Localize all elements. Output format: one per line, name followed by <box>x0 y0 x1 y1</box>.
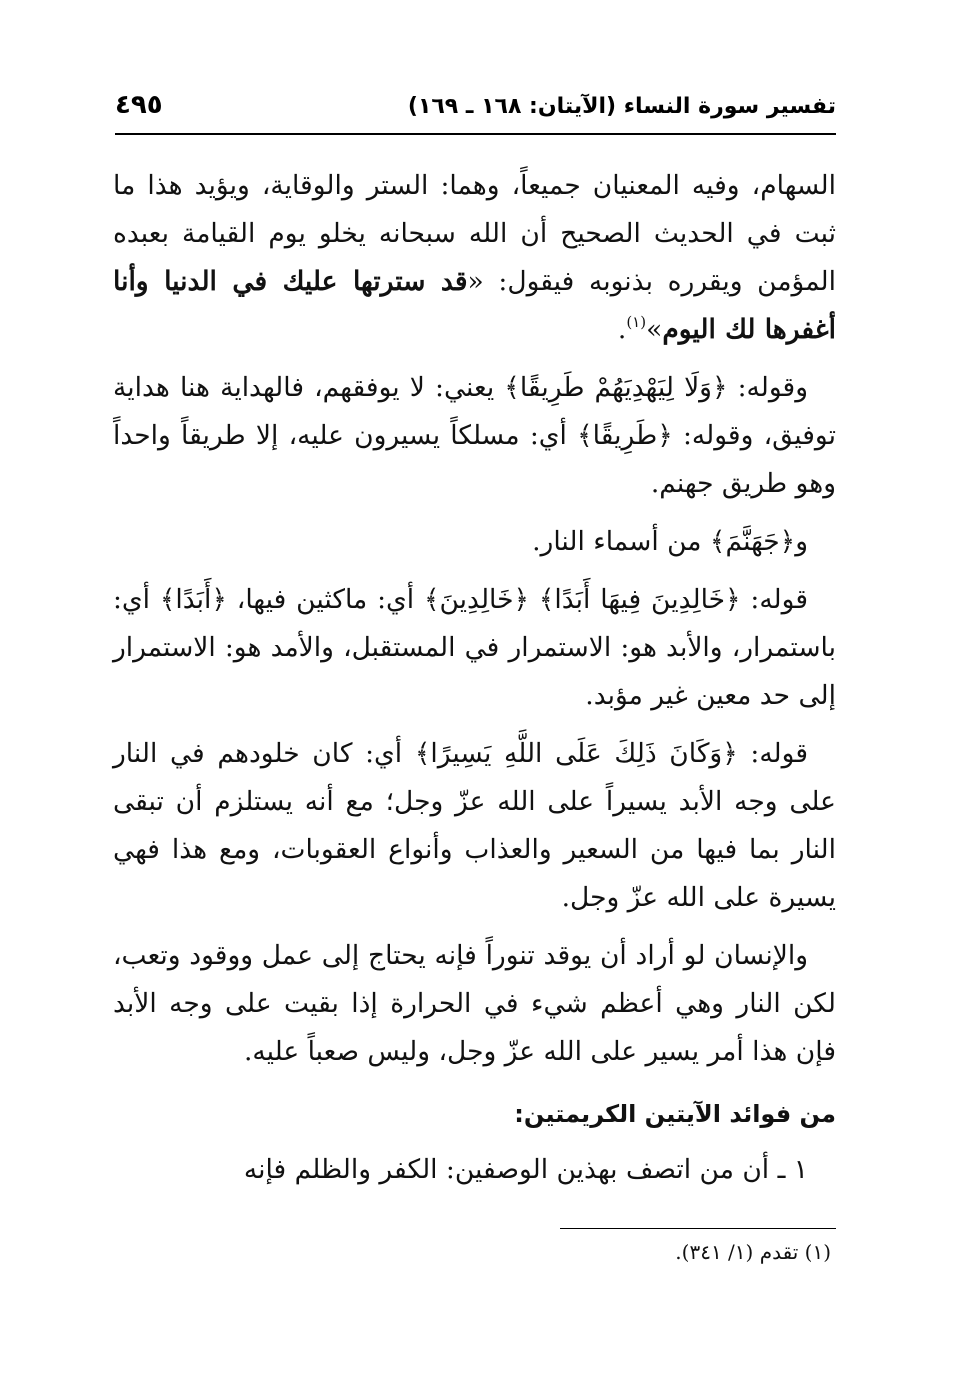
paragraph-2 <box>113 364 836 508</box>
quote-close: » <box>646 314 663 345</box>
running-title: تفسير سورة النساء (الآيتان: ١٦٨ ـ ١٦٩) <box>407 94 836 119</box>
paragraph-5-text: قوله: ﴿وَكَانَ ذَلِكَ عَلَى اللَّهِ يَسِيرًا﴾ أي: كان خلودهم في النار على وجه الأبد يسيراً على الله عزّ وجل؛ مع أنه يستلزم أن تبقى النار بما فيها من السعير والعذاب وأنواع العقوبات، ومع هذا فهي يسيرة على الله عزّ وجل. <box>113 738 836 913</box>
footnote: (١) تقدم (١/ ٣٤١). <box>675 1240 831 1264</box>
paragraph-7 <box>113 1146 836 1194</box>
paragraph-4 <box>113 576 836 720</box>
page-number: ٤٩٥ <box>115 90 163 120</box>
footnote-divider <box>560 1228 836 1229</box>
paragraph-1-end: . <box>617 314 627 345</box>
paragraph-4-text: قوله: ﴿خَالِدِينَ فِيهَا أَبَدًا﴾ ﴿خَالِدِينَ﴾ أي: ماكثين فيها، ﴿أَبَدًا﴾ أي: باستمرار، والأبد هو: الاستمرار في المستقبل، والأمد هو: الاستمرار إلى حد معين غير مؤبد. <box>113 584 836 711</box>
page-header <box>115 88 836 128</box>
main-text <box>113 162 836 1204</box>
paragraph-6-text: والإنسان لو أراد أن يوقد تنوراً فإنه يحتاج إلى عمل ووقود وتعب، لكن النار وهي أعظم شيء في الحرارة إذا بقيت على وجه الأبد فإن هذا أمر يسير على الله عزّ وجل، وليس صعباً عليه. <box>113 940 836 1067</box>
section-heading: من فوائد الآيتين الكريمتين: <box>514 1100 836 1128</box>
paragraph-7-text: ١ ـ أن من اتصف بهذين الوصفين: الكفر والظلم فإنه <box>243 1154 808 1185</box>
paragraph-3-text: و﴿جَهَنَّمَ﴾ من أسماء النار. <box>532 526 808 557</box>
paragraph-2-text: وقوله: ﴿وَلَا لِيَهْدِيَهُمْ طَرِيقًا﴾ يعني: لا يوفقهم، فالهداية هنا هداية توفيق، وقوله: ﴿طَرِيقًا﴾ أي: مسلكاً يسيرون عليه، إلا طريقاً واحداً وهو طريق جهنم. <box>113 372 836 499</box>
footnote-marker[interactable]: (١) <box>626 313 647 331</box>
paragraph-1 <box>113 162 836 354</box>
paragraph-5 <box>113 730 836 922</box>
paragraph-1-text: السهام، وفيه المعنيان جميعاً، وهما: الستر والوقاية، ويؤيد هذا ما ثبت في الحديث الصحيح أن الله سبحانه يخلو يوم القيامة بعبده المؤمن ويقرره بذنوبه فيقول: « <box>113 170 836 297</box>
paragraph-3 <box>113 518 836 566</box>
hadith-quote: قد سترتها عليك في الدنيا وأنا أغفرها لك اليوم <box>113 266 836 345</box>
header-divider <box>115 133 836 135</box>
paragraph-6 <box>113 932 836 1076</box>
